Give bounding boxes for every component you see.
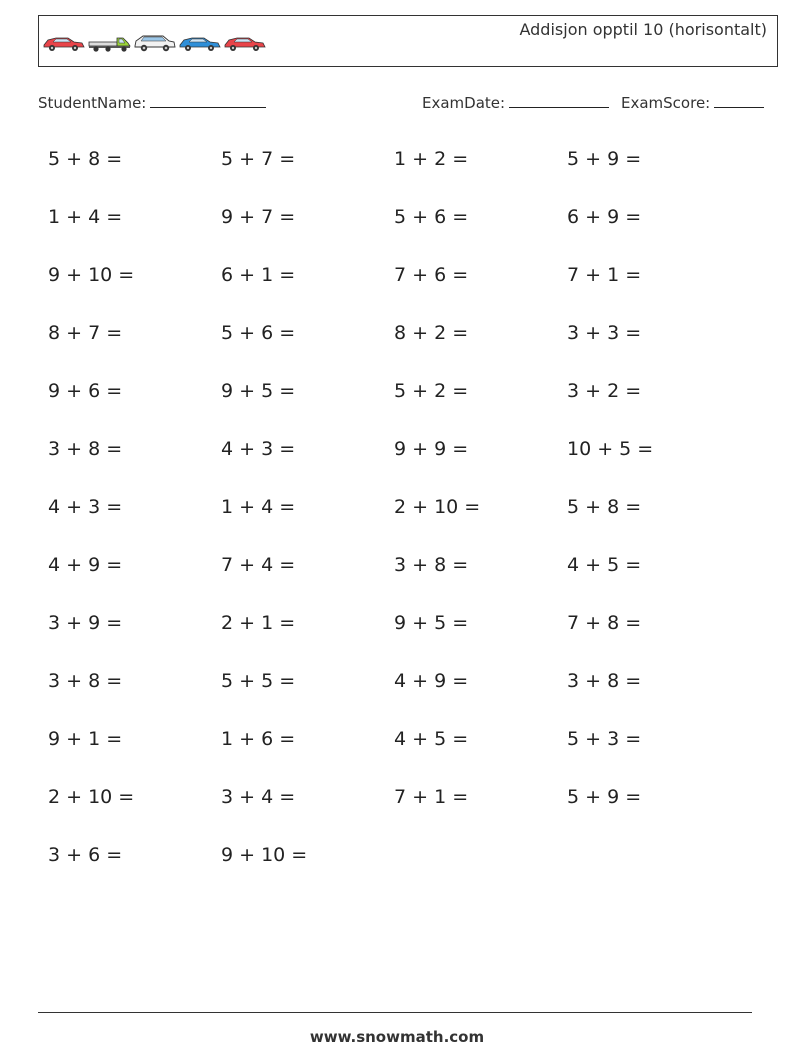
problem-item: 5 + 2 = bbox=[394, 380, 469, 402]
problem-item: 3 + 8 = bbox=[394, 554, 469, 576]
worksheet-title: Addisjon opptil 10 (horisontalt) bbox=[519, 20, 767, 39]
exam-score-field[interactable] bbox=[621, 93, 764, 112]
footer-divider bbox=[38, 1012, 752, 1013]
flatbed-truck-icon bbox=[89, 38, 130, 52]
blue-car-icon bbox=[180, 38, 220, 51]
problem-item: 7 + 8 = bbox=[567, 612, 642, 634]
problem-item: 4 + 9 = bbox=[48, 554, 123, 576]
exam-date-blank[interactable] bbox=[509, 93, 609, 108]
problem-item: 1 + 6 = bbox=[221, 728, 296, 750]
problem-item: 8 + 2 = bbox=[394, 322, 469, 344]
problem-item: 5 + 6 = bbox=[394, 206, 469, 228]
problem-item: 3 + 9 = bbox=[48, 612, 123, 634]
problem-item: 3 + 8 = bbox=[48, 438, 123, 460]
problem-item: 9 + 10 = bbox=[48, 264, 135, 286]
problem-item: 9 + 7 = bbox=[221, 206, 296, 228]
student-name-field[interactable] bbox=[38, 93, 266, 112]
problem-item: 9 + 5 = bbox=[221, 380, 296, 402]
problem-item: 3 + 4 = bbox=[221, 786, 296, 808]
problem-item: 5 + 9 = bbox=[567, 786, 642, 808]
exam-score-blank[interactable] bbox=[714, 93, 764, 108]
problem-item: 5 + 9 = bbox=[567, 148, 642, 170]
white-suv-icon bbox=[135, 36, 175, 51]
problem-item: 9 + 10 = bbox=[221, 844, 308, 866]
problem-item: 8 + 7 = bbox=[48, 322, 123, 344]
problem-item: 3 + 3 = bbox=[567, 322, 642, 344]
footer-url[interactable]: www.snowmath.com bbox=[309, 1028, 485, 1046]
problem-item: 1 + 2 = bbox=[394, 148, 469, 170]
problem-item: 4 + 5 = bbox=[567, 554, 642, 576]
problem-item: 5 + 5 = bbox=[221, 670, 296, 692]
student-name-blank[interactable] bbox=[150, 93, 266, 108]
problem-item: 9 + 5 = bbox=[394, 612, 469, 634]
problem-item: 2 + 1 = bbox=[221, 612, 296, 634]
problem-item: 5 + 8 = bbox=[48, 148, 123, 170]
red-car-icon bbox=[225, 38, 265, 51]
problem-item: 7 + 1 = bbox=[567, 264, 642, 286]
problem-item: 10 + 5 = bbox=[567, 438, 654, 460]
problem-item: 6 + 1 = bbox=[221, 264, 296, 286]
problem-item: 1 + 4 = bbox=[48, 206, 123, 228]
problem-item: 5 + 8 = bbox=[567, 496, 642, 518]
problem-item: 7 + 6 = bbox=[394, 264, 469, 286]
problem-item: 4 + 3 = bbox=[221, 438, 296, 460]
red-car-icon bbox=[44, 38, 84, 51]
problem-item: 4 + 9 = bbox=[394, 670, 469, 692]
problem-item: 9 + 1 = bbox=[48, 728, 123, 750]
problem-item: 6 + 9 = bbox=[567, 206, 642, 228]
problem-item: 9 + 6 = bbox=[48, 380, 123, 402]
student-info-row bbox=[38, 93, 770, 115]
problem-item: 7 + 4 = bbox=[221, 554, 296, 576]
problem-item: 5 + 6 = bbox=[221, 322, 296, 344]
problem-item: 4 + 5 = bbox=[394, 728, 469, 750]
problem-item: 3 + 2 = bbox=[567, 380, 642, 402]
vehicle-icons bbox=[42, 32, 272, 52]
problem-item: 1 + 4 = bbox=[221, 496, 296, 518]
problem-item: 2 + 10 = bbox=[394, 496, 481, 518]
student-name-label: StudentName: bbox=[38, 94, 147, 112]
exam-score-label: ExamScore: bbox=[621, 94, 711, 112]
problem-item: 3 + 8 = bbox=[567, 670, 642, 692]
problem-item: 2 + 10 = bbox=[48, 786, 135, 808]
worksheet-header bbox=[38, 15, 778, 67]
problem-item: 3 + 6 = bbox=[48, 844, 123, 866]
problem-item: 5 + 3 = bbox=[567, 728, 642, 750]
problem-item: 7 + 1 = bbox=[394, 786, 469, 808]
problem-item: 5 + 7 = bbox=[221, 148, 296, 170]
problem-item: 3 + 8 = bbox=[48, 670, 123, 692]
problem-item: 9 + 9 = bbox=[394, 438, 469, 460]
exam-date-field[interactable] bbox=[422, 93, 609, 112]
problem-item: 4 + 3 = bbox=[48, 496, 123, 518]
exam-date-label: ExamDate: bbox=[422, 94, 506, 112]
